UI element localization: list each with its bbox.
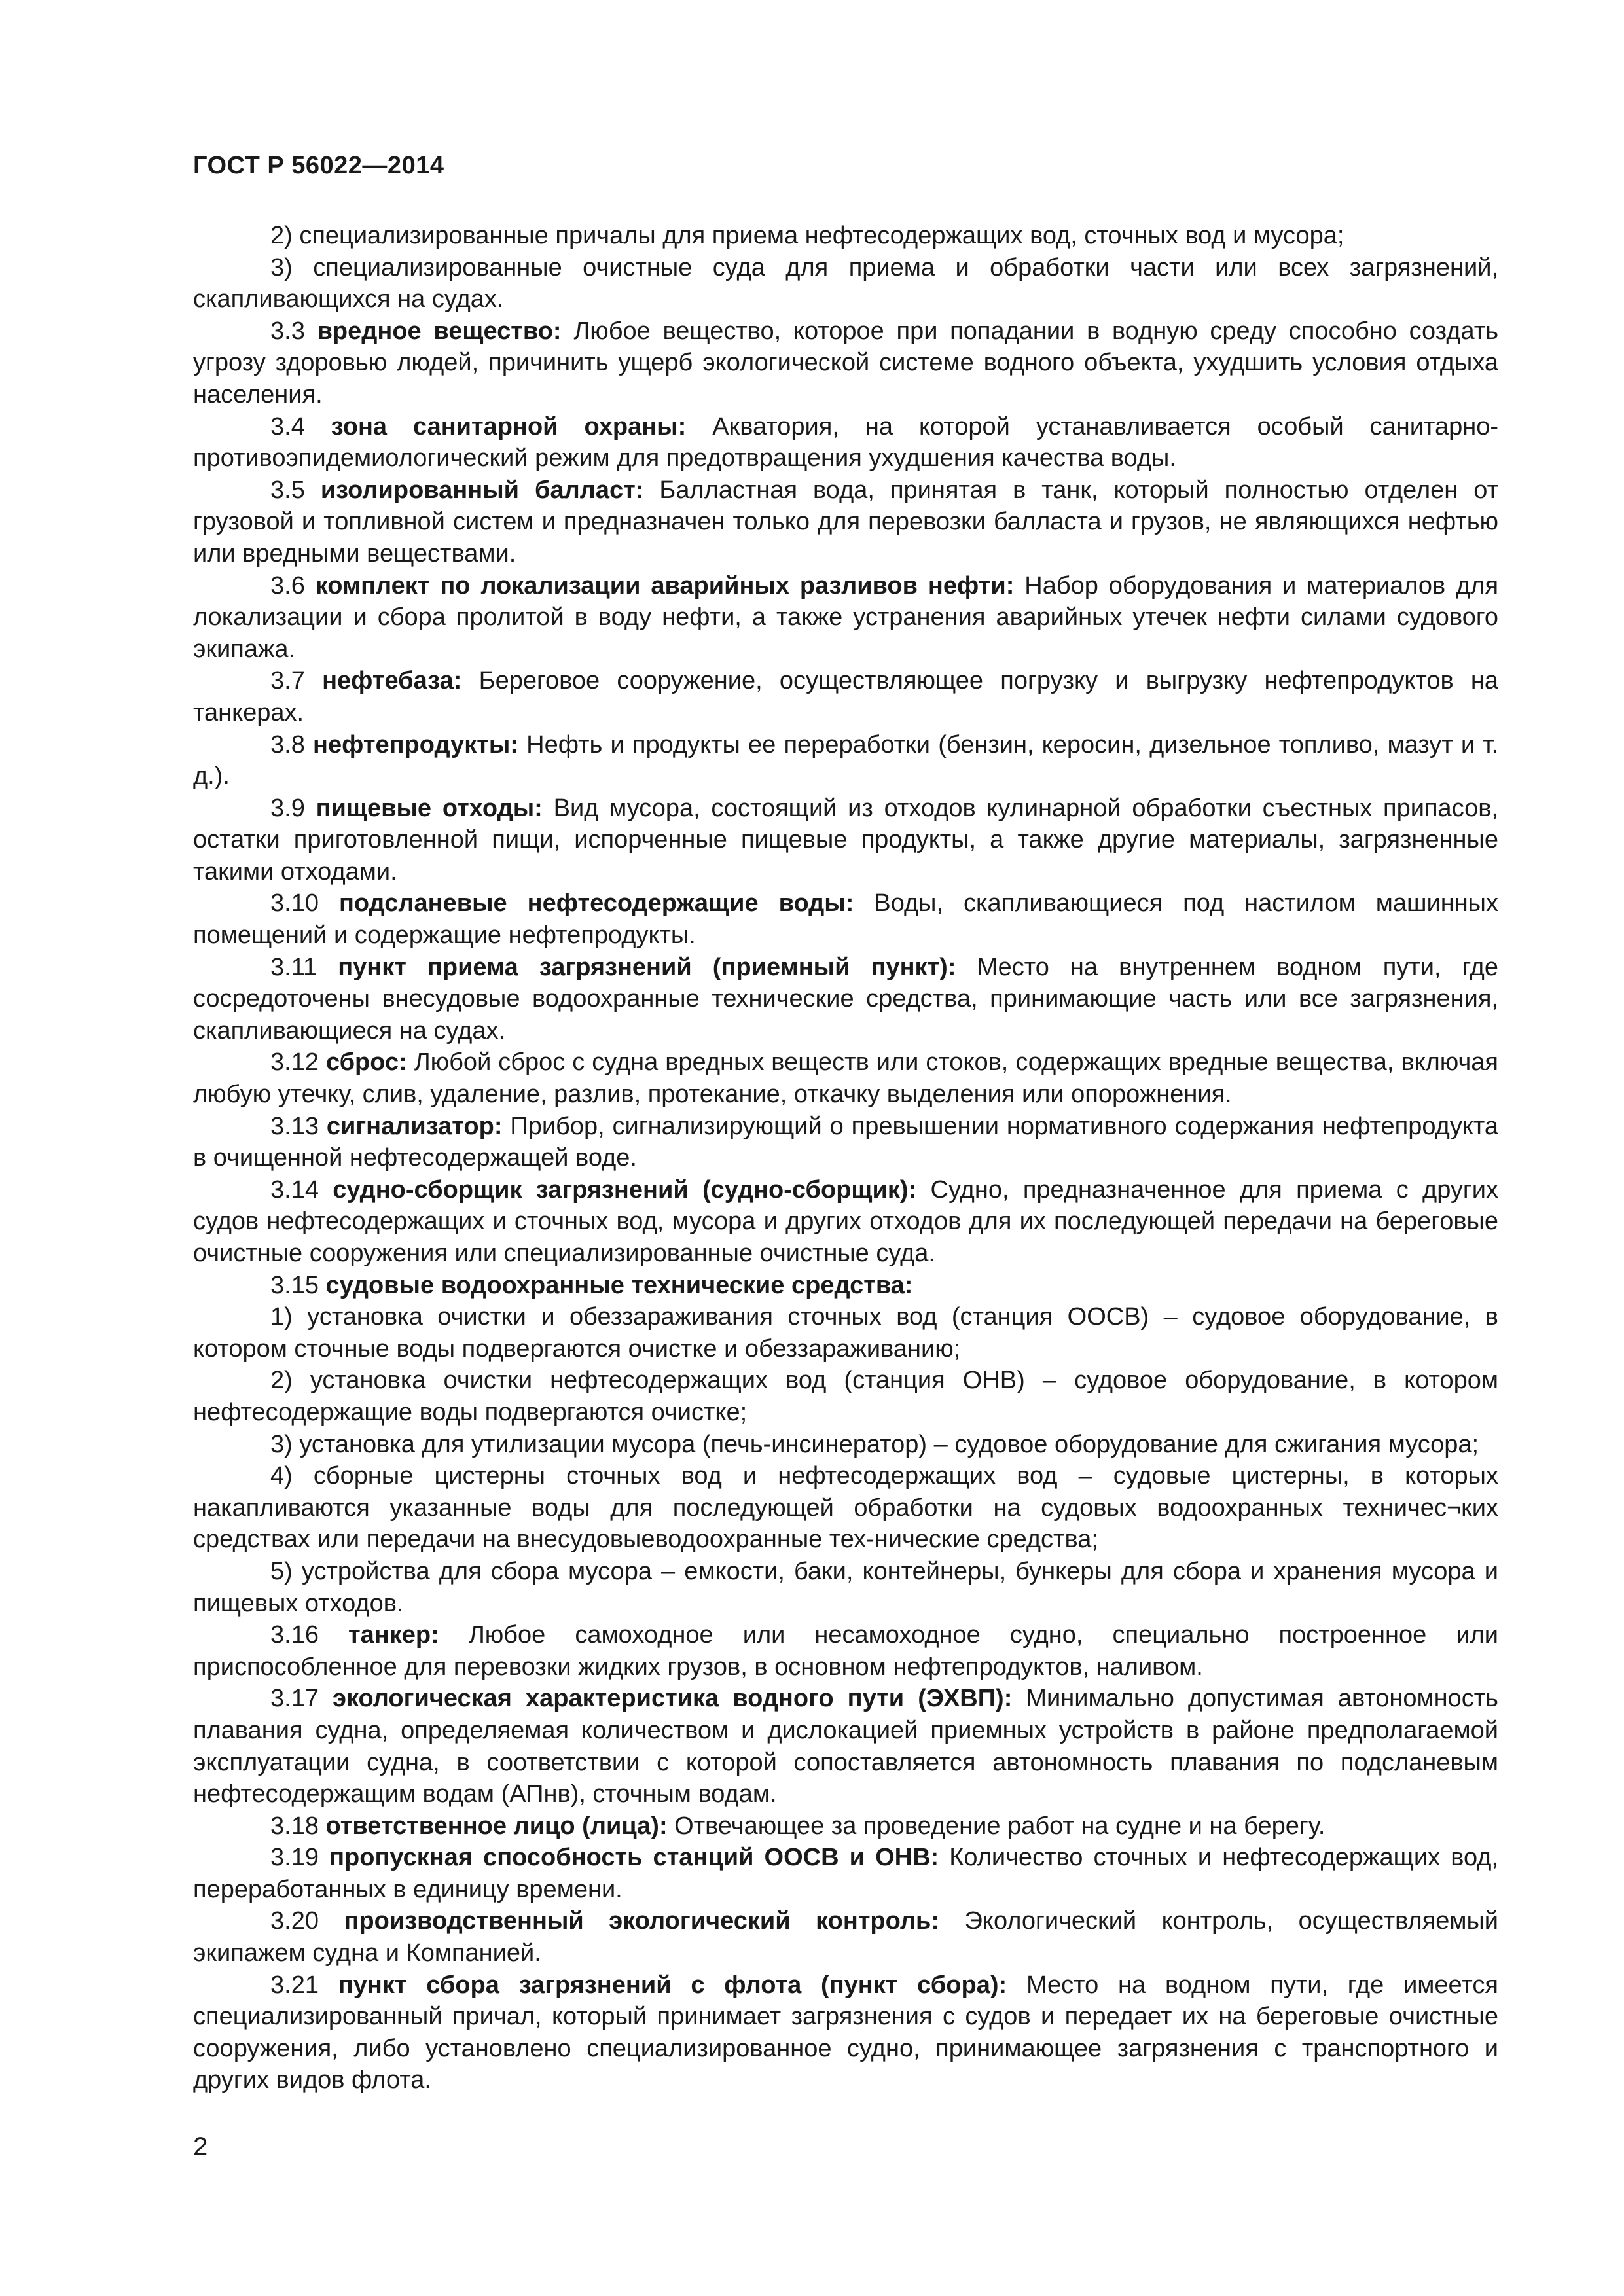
definition-paragraph xyxy=(193,1111,1498,1174)
definition-paragraph xyxy=(193,1810,1498,1842)
clause-number: 3.9 xyxy=(270,794,305,822)
definition-paragraph xyxy=(193,1270,1498,1302)
paragraph-text: Судно, предназначенное для приема с других судов нефтесодержащих и сточных вод, мусора и других отходов для их последующей передачи на береговые очистные сооружения или специализированные очистные суда. xyxy=(193,1175,1499,1267)
defined-term: вредное вещество: xyxy=(317,317,562,345)
defined-term: сброс: xyxy=(325,1049,407,1077)
paragraph-text: 4) сборные цистерны сточных вод и нефтесодержащих вод – судовые цистерны, в которых накапливаются указанные воды для последующей обработки на судовых водоохранных техничес¬ких средствах или передачи на внесудовыеводоохранные тех-нические средства; xyxy=(193,1462,1498,1554)
clause-number: 3.16 xyxy=(270,1621,319,1649)
definition-paragraph xyxy=(193,888,1498,951)
defined-term: комплект по локализации аварийных разливов нефти: xyxy=(315,571,1015,600)
definition-paragraph xyxy=(193,793,1498,888)
defined-term: ответственное лицо (лица): xyxy=(325,1812,668,1840)
definition-paragraph xyxy=(193,1969,1498,2096)
paragraph-text: Прибор, сигнализирующий о превышении нормативного содержания нефтепродукта в очищенной нефтесодержащей воде. xyxy=(193,1112,1498,1172)
paragraph-text: Количество сточных и нефтесодержащих вод, переработанных в единицу времени. xyxy=(193,1844,1498,1903)
defined-term: пункт сбора загрязнений с флота (пункт сбора): xyxy=(338,1971,1007,1999)
paragraph-text: Вид мусора, состоящий из отходов кулинарной обработки съестных припасов, остатки приготовленной пищи, испорченные пищевые продукты, а также другие материалы, загрязненные такими отходами. xyxy=(193,794,1498,886)
clause-number: 3.6 xyxy=(270,571,305,600)
paragraph-text: 1) установка очистки и обеззараживания сточных вод (станция ООСВ) – судовое оборудование, в котором сточные воды подвергаются очистке и обеззараживанию; xyxy=(193,1303,1498,1363)
paragraph-text: Нефть и продукты ее переработки (бензин, керосин, дизельное топливо, мазут и т. д.). xyxy=(193,730,1499,791)
paragraph-text: Любое вещество, которое при попадании в водную среду способно создать угрозу здоровью людей, причинить ущерб экологической системе водного объекта, ухудшить условия отдыха населения. xyxy=(193,317,1499,408)
defined-term: нефтебаза: xyxy=(322,667,462,695)
paragraph-text: Минимально допустимая автономность плавания судна, определяемая количеством и дислокацией приемных устройств в районе предполагаемой эксплуатации судна, в соответствии с которой сопоставляется автономность плавания по подсланевым нефтесодержащим водам (АПнв), сточным водам. xyxy=(193,1685,1498,1808)
defined-term: судовые водоохранные технические средства: xyxy=(325,1271,913,1299)
defined-term: судно-сборщик загрязнений (судно-сборщик): xyxy=(333,1175,917,1204)
paragraph-text: Отвечающее за проведение работ на судне и на берегу. xyxy=(674,1812,1326,1840)
list-item-paragraph xyxy=(193,1365,1498,1428)
paragraph-text: Балластная вода, принятая в танк, который полностью отделен от грузовой и топливной систем и предназначен только для перевозки балласта и грузов, не являющихся нефтью или вредными веществами. xyxy=(193,476,1498,567)
definition-paragraph xyxy=(193,315,1498,411)
defined-term: пищевые отходы: xyxy=(316,794,543,822)
paragraph-text: Набор оборудования и материалов для локализации и сбора пролитой в воду нефти, а также устранения аварийных утечек нефти силами судового экипажа. xyxy=(193,571,1499,663)
paragraph-text: Береговое сооружение, осуществляющее погрузку и выгрузку нефтепродуктов на танкерах. xyxy=(193,667,1499,726)
paragraph-text: 3) установка для утилизации мусора (печь-инсинератор) – судовое оборудование для сжигания мусора; xyxy=(270,1430,1479,1458)
paragraph-text: Место на водном пути, где имеется специализированный причал, который принимает загрязнения с судов и передает их на береговые очистные сооружения, либо установлено специализированное судно, принимающее загрязнения с транспортного и других видов флота. xyxy=(193,1971,1498,2094)
clause-number: 3.18 xyxy=(270,1812,319,1840)
paragraph-text: Любое самоходное или несамоходное судно, специально построенное или приспособленное для перевозки жидких грузов, в основном нефтепродуктов, наливом. xyxy=(193,1621,1498,1681)
clause-number: 3.12 xyxy=(270,1049,319,1077)
definition-paragraph xyxy=(193,570,1498,666)
definition-paragraph xyxy=(193,1047,1498,1110)
defined-term: экологическая характеристика водного пути (ЭХВП): xyxy=(333,1685,1013,1713)
definition-paragraph xyxy=(193,1619,1498,1683)
list-item-paragraph xyxy=(193,252,1498,315)
defined-term: нефтепродукты: xyxy=(313,730,518,759)
list-item-paragraph xyxy=(193,1429,1498,1461)
page-number: 2 xyxy=(193,2132,208,2161)
defined-term: подсланевые нефтесодержащие воды: xyxy=(338,889,854,918)
clause-number: 3.5 xyxy=(270,476,305,504)
list-item-paragraph xyxy=(193,220,1498,252)
definition-paragraph xyxy=(193,1842,1498,1905)
list-item-paragraph xyxy=(193,1556,1498,1619)
clause-number: 3.20 xyxy=(270,1907,319,1935)
defined-term: производственный экологический контроль: xyxy=(344,1907,940,1935)
clause-number: 3.10 xyxy=(270,889,319,918)
paragraph-text: 5) устройства для сбора мусора – емкости, баки, контейнеры, бункеры для сбора и хранения мусора и пищевых отходов. xyxy=(193,1557,1498,1617)
paragraph-text: Воды, скапливающиеся под настилом машинных помещений и содержащие нефтепродукты. xyxy=(193,889,1498,950)
clause-number: 3.8 xyxy=(270,730,305,759)
clause-number: 3.11 xyxy=(270,953,317,981)
clause-number: 3.13 xyxy=(270,1112,319,1140)
defined-term: пропускная способность станций ООСВ и ОНВ: xyxy=(329,1844,939,1872)
definition-paragraph xyxy=(193,411,1498,475)
paragraph-text: Экологический контроль, осуществляемый экипажем судна и Компанией. xyxy=(193,1907,1499,1967)
definition-paragraph xyxy=(193,665,1498,728)
clause-number: 3.14 xyxy=(270,1175,319,1204)
defined-term: сигнализатор: xyxy=(326,1112,503,1140)
clause-number: 3.19 xyxy=(270,1844,319,1872)
defined-term: изолированный балласт: xyxy=(320,476,644,504)
defined-term: танкер: xyxy=(348,1621,439,1649)
definition-paragraph xyxy=(193,475,1498,570)
list-item-paragraph xyxy=(193,1301,1498,1365)
paragraph-text: Любой сброс с судна вредных веществ или стоков, содержащих вредные вещества, включая любую утечку, слив, удаление, разлив, протекание, откачку выделения или опорожнения. xyxy=(193,1049,1498,1109)
paragraph-text: Акватория, на которой устанавливается особый санитарно-противоэпидемиологический режим для предотвращения ухудшения качества воды. xyxy=(193,412,1498,473)
document-header: ГОСТ Р 56022—2014 xyxy=(193,152,444,179)
paragraph-text: 3) специализированные очистные суда для приема и обработки части или всех загрязнений, скапливающихся на судах. xyxy=(193,253,1498,314)
document-body xyxy=(193,220,1498,2096)
clause-number: 3.17 xyxy=(270,1685,319,1713)
paragraph-text: 2) установка очистки нефтесодержащих вод (станция ОНВ) – судовое оборудование, в котором нефтесодержащие воды подвергаются очистке; xyxy=(193,1367,1498,1426)
clause-number: 3.7 xyxy=(270,667,305,695)
clause-number: 3.4 xyxy=(270,412,305,440)
definition-paragraph xyxy=(193,1905,1498,1969)
definition-paragraph xyxy=(193,952,1498,1047)
clause-number: 3.3 xyxy=(270,317,305,345)
defined-term: пункт приема загрязнений (приемный пункт): xyxy=(338,953,956,981)
list-item-paragraph xyxy=(193,1460,1498,1556)
definition-paragraph xyxy=(193,729,1498,793)
defined-term: зона санитарной охраны: xyxy=(331,412,687,440)
definition-paragraph xyxy=(193,1683,1498,1810)
paragraph-text: 2) специализированные причалы для приема нефтесодержащих вод, сточных вод и мусора; xyxy=(270,222,1344,249)
definition-paragraph xyxy=(193,1174,1498,1270)
clause-number: 3.21 xyxy=(270,1971,319,1999)
clause-number: 3.15 xyxy=(270,1271,319,1299)
paragraph-text: Место на внутреннем водном пути, где сосредоточены внесудовые водоохранные технические средства, принимающие часть или все загрязнения, скапливающиеся на судах. xyxy=(193,953,1498,1045)
